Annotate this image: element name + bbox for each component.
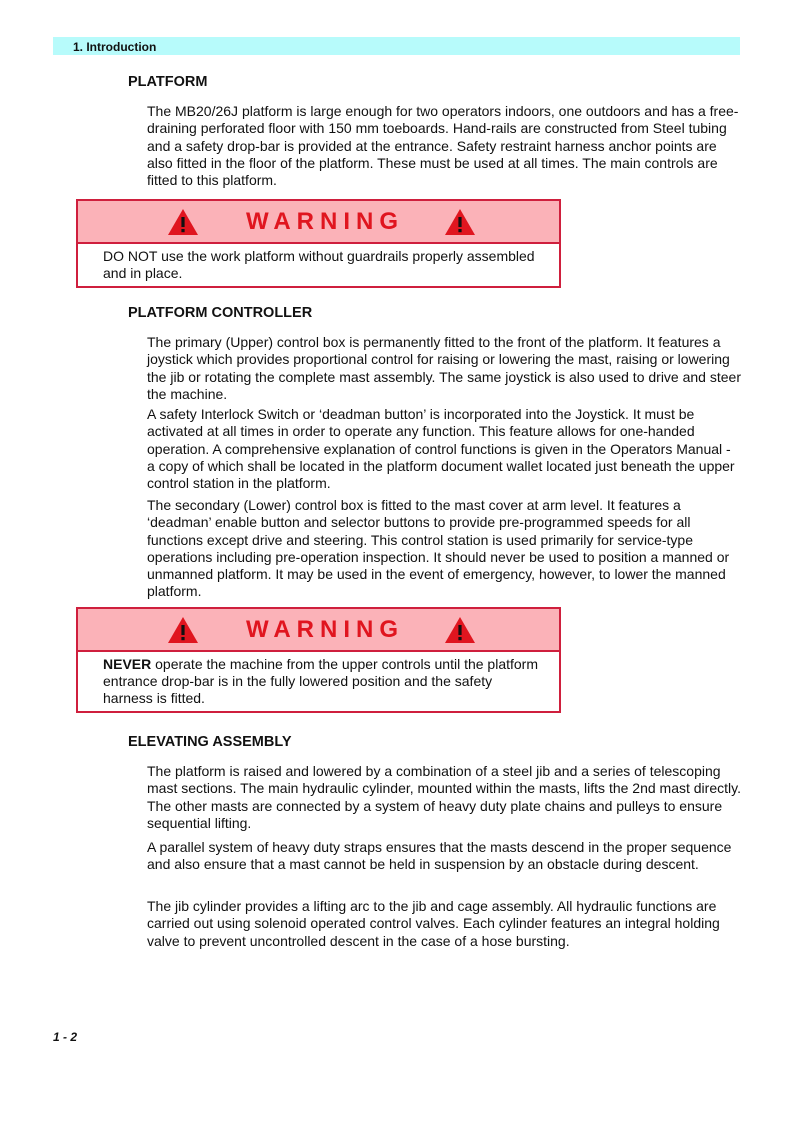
warning-text	[78, 652, 559, 711]
section-header-bar	[53, 37, 740, 55]
platform-heading: PLATFORM	[128, 74, 208, 90]
elevating-paragraph-1: The platform is raised and lowered by a combination of a steel jib and a series of telescoping mast sections. The main hydraulic cylinder, mounted within the masts, lifts the 2nd mast directly. The other masts are connected by a system of heavy duty plate chains and pulleys to ensure sequential lifting.	[147, 763, 741, 831]
warning-header	[78, 201, 559, 244]
warning-text: DO NOT use the work platform without guardrails properly assembled and in place.	[103, 248, 535, 281]
warning-triangle-icon	[444, 208, 476, 236]
warning-header	[78, 609, 559, 652]
section-title: 1. Introduction	[73, 40, 157, 54]
warning-title: WARNING	[246, 616, 404, 643]
platform-paragraph: The MB20/26J platform is large enough for two operators indoors, one outdoors and has a free-draining perforated floor with 150 mm toeboards. Hand-rails are constructed from Steel tubing and a safety drop-bar is provided at the entrance. Safety restraint harness anchor points are also fitted in the floor of the platform. These must be used at all times. The main controls are fitted to this platform.	[147, 103, 739, 189]
elevating-paragraph-2: A parallel system of heavy duty straps ensures that the masts descend in the proper sequence and also ensure that a mast cannot be held in suspension by an obstacle during descent.	[147, 839, 732, 873]
warning-title: WARNING	[246, 208, 404, 235]
warning-triangle-icon	[167, 616, 199, 644]
warning-triangle-icon	[444, 616, 476, 644]
platform-controller-heading: PLATFORM CONTROLLER	[128, 305, 313, 321]
elevating-assembly-heading: ELEVATING ASSEMBLY	[128, 734, 292, 750]
controller-paragraph-3: The secondary (Lower) control box is fitted to the mast cover at arm level. It features a ‘deadman’ enable button and selector buttons to provide pre-programmed speeds for all functions except drive and steering. This control station is used primarily for service-type operations including pre-operation inspection. It should never be used to position a manned or unmanned platform. It may be used in the event of emergency, however, to lower the manned platform.	[147, 497, 730, 600]
warning-box-upper-controls	[76, 607, 561, 713]
warning-triangle-icon	[167, 208, 199, 236]
controller-paragraph-2: A safety Interlock Switch or ‘deadman button’ is incorporated into the Joystick. It must be activated at all times in order to operate any function. This feature allows for one-handed operation. A comprehensive explanation of control functions is given in the Operators Manual - a copy of which shall be located in the platform document wallet located just beneath the upper control station in the platform.	[147, 406, 735, 492]
page-number: 1 - 2	[53, 1030, 78, 1044]
warning-box-guardrails	[76, 199, 561, 288]
warning-body-text: operate the machine from the upper controls until the platform entrance drop-bar is in the fully lowered position and the safety harness is fitted.	[103, 656, 538, 706]
elevating-paragraph-3: The jib cylinder provides a lifting arc to the jib and cage assembly. All hydraulic functions are carried out using solenoid operated control valves. Each cylinder features an integral holding valve to prevent uncontrolled descent in the case of a hose bursting.	[147, 898, 720, 949]
controller-paragraph-1: The primary (Upper) control box is permanently fitted to the front of the platform. It features a joystick which provides proportional control for raising or lowering the mast, raising or lowering the jib or rotating the complete mast assembly. The same joystick is also used to drive and steer the machine.	[147, 334, 741, 402]
warning-emphasis: NEVER	[103, 656, 152, 672]
